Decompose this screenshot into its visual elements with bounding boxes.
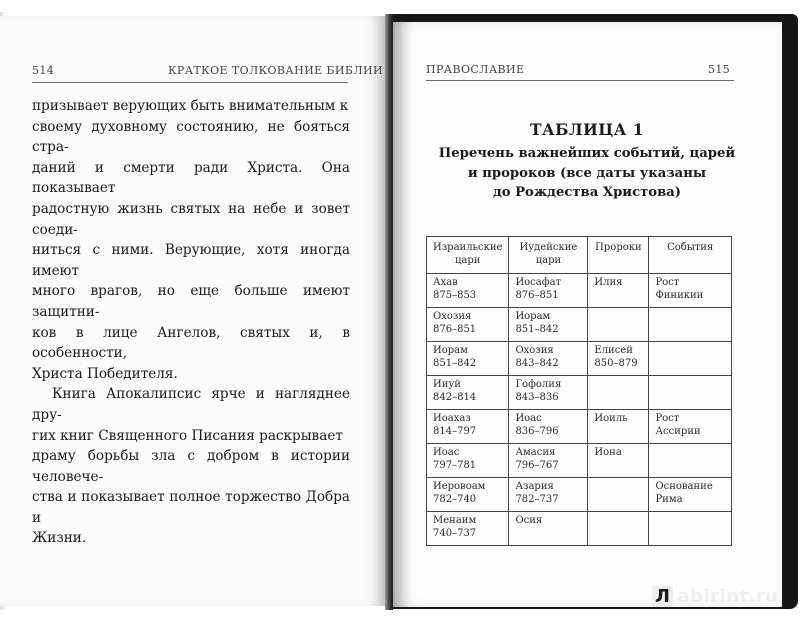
kings-prophets-table (426, 236, 732, 546)
paragraph-apocalypse-1 (32, 96, 350, 384)
left-running-head: КРАТКОЕ ТОЛКОВАНИЕ БИБЛИИ (168, 64, 383, 77)
cell-line: 782–737 (515, 494, 559, 505)
cell-line: Рост Финикии (655, 277, 704, 301)
table-row (427, 308, 732, 342)
cell-line: Охозия (515, 345, 554, 356)
table-subtitle-line: и пророков (все даты указаны (467, 165, 707, 181)
cell-line: Иеровоам (433, 481, 486, 492)
cell-events (649, 444, 732, 478)
cell-israel (427, 342, 509, 376)
cell-line: 850–879 (594, 358, 638, 369)
left-page-number: 514 (32, 64, 55, 77)
text-line: ства и показывает полное торжество Добра и (32, 489, 350, 526)
header-line: цари (454, 255, 481, 266)
cell-judah (509, 410, 588, 444)
header-line: цари (535, 255, 562, 266)
cell-line: Осия (515, 515, 543, 526)
right-running-head: ПРАВОСЛАВИЕ (426, 63, 525, 76)
cell-line: Иорам (433, 345, 468, 356)
cell-judah (509, 376, 588, 410)
cell-prophets (588, 376, 649, 410)
text-line: гих книг Священного Писания раскрывает (32, 427, 343, 444)
cell-events (649, 410, 732, 444)
text-line: своему духовному состоянию, не бояться стра- (32, 118, 350, 156)
cell-prophets (588, 410, 649, 444)
cell-israel (427, 512, 509, 546)
cell-line: Охозия (433, 311, 472, 322)
header-line: События (667, 242, 714, 253)
cell-line: 851–842 (515, 324, 559, 335)
cell-line: Основание Рима (655, 481, 713, 505)
header-line: Иудейские (519, 242, 578, 253)
cell-line: 740–737 (433, 528, 477, 539)
cell-events (649, 308, 732, 342)
cell-events (649, 478, 732, 512)
header-line: Израильские (433, 242, 503, 253)
header-line: Пророки (595, 242, 642, 253)
cell-events (649, 512, 732, 546)
table-header-row (427, 237, 732, 274)
cell-line: Ииуй (433, 379, 461, 390)
cell-line: 843–836 (515, 392, 559, 403)
cell-line: Илия (594, 277, 623, 288)
cell-judah (509, 444, 588, 478)
cell-line: 876–851 (515, 290, 559, 301)
text-line: Жизни. (32, 530, 87, 547)
table-row (427, 274, 732, 308)
cell-line: 875–853 (433, 290, 477, 301)
paragraph-apocalypse-2 (32, 384, 350, 549)
text-line: радостную жизнь святых на небе и зовет соеди- (32, 200, 350, 238)
cell-prophets (588, 478, 649, 512)
cell-line: 797–781 (433, 460, 477, 471)
cell-events (649, 274, 732, 308)
table-row (427, 376, 732, 410)
text-line: ков в лице Ангелов, святых и, в особенности, (32, 324, 350, 362)
table-row (427, 342, 732, 376)
cell-line: Гофолия (515, 379, 562, 390)
cell-israel (427, 444, 509, 478)
cell-line: Иона (594, 447, 622, 458)
cell-judah (509, 478, 588, 512)
cell-israel (427, 274, 509, 308)
right-header-rule (426, 80, 734, 81)
cell-israel (427, 478, 509, 512)
cell-line: Рост Ассирии (655, 413, 701, 437)
cell-judah (509, 342, 588, 376)
left-page-body (32, 96, 350, 549)
cell-prophets (588, 342, 649, 376)
table-heading: ТАБЛИЦА 1 (529, 120, 645, 139)
cell-prophets (588, 308, 649, 342)
table-row (427, 512, 732, 546)
cell-events (649, 342, 732, 376)
right-page-number: 515 (708, 63, 731, 76)
cell-line: 814–797 (433, 426, 477, 437)
cell-line: Азария (515, 481, 554, 492)
cell-judah (509, 274, 588, 308)
cell-judah (509, 512, 588, 546)
text-line: ниться с ними. Верующие, хотя иногда имеют (32, 242, 350, 279)
table-subtitle (392, 144, 782, 203)
header-prophets (588, 237, 649, 274)
cell-line: 796–767 (515, 460, 559, 471)
header-judah-kings (509, 237, 588, 274)
cell-israel (427, 308, 509, 342)
cell-line: Иоиль (594, 413, 628, 424)
cell-line: Ахав (433, 277, 458, 288)
cell-line: 782–740 (433, 494, 477, 505)
book-spine (385, 14, 393, 610)
cell-prophets (588, 274, 649, 308)
cell-line: Иоас (515, 413, 542, 424)
cell-line: Менаим (433, 515, 477, 526)
cell-line: Амасия (515, 447, 556, 458)
table-row (427, 478, 732, 512)
text-line: драму борьбы зла с добром в истории человече- (32, 448, 350, 485)
text-line: даний и смерти ради Христа. Она показывает (32, 159, 350, 197)
watermark-text: abirint.ru (677, 586, 779, 607)
cell-line: 836–796 (515, 426, 559, 437)
left-header-rule (32, 82, 348, 83)
text-line: много врагов, но еще больше имеют защитни- (32, 283, 350, 320)
cell-line: Елисей (594, 345, 633, 356)
table-body (427, 274, 732, 546)
cell-line: 843–842 (515, 358, 559, 369)
cell-judah (509, 308, 588, 342)
cell-events (649, 376, 732, 410)
cell-line: Иоас (433, 447, 460, 458)
cell-line: Иорам (515, 311, 551, 322)
cell-israel (427, 410, 509, 444)
cell-line: 876–851 (433, 324, 477, 335)
table-row (427, 410, 732, 444)
site-watermark (652, 586, 779, 607)
cell-line: 851–842 (433, 358, 477, 369)
text-line: Христа Победителя. (32, 365, 178, 382)
cell-prophets (588, 512, 649, 546)
cell-prophets (588, 444, 649, 478)
header-israel-kings (427, 237, 509, 274)
table-row (427, 444, 732, 478)
cell-line: Иосафат (515, 277, 562, 288)
table-subtitle-line: Перечень важнейших событий, царей (438, 146, 736, 161)
text-line: Книга Апокалипсис ярче и нагляднее дру- (32, 386, 350, 423)
cell-line: Иоахаз (433, 413, 471, 424)
cell-israel (427, 376, 509, 410)
text-line: призывает верующих быть внимательным к (32, 98, 349, 114)
cell-line: 842–814 (433, 392, 477, 403)
watermark-badge: Л (652, 586, 673, 607)
table-subtitle-line: до Рождества Христова) (492, 185, 682, 200)
header-events (649, 237, 732, 274)
